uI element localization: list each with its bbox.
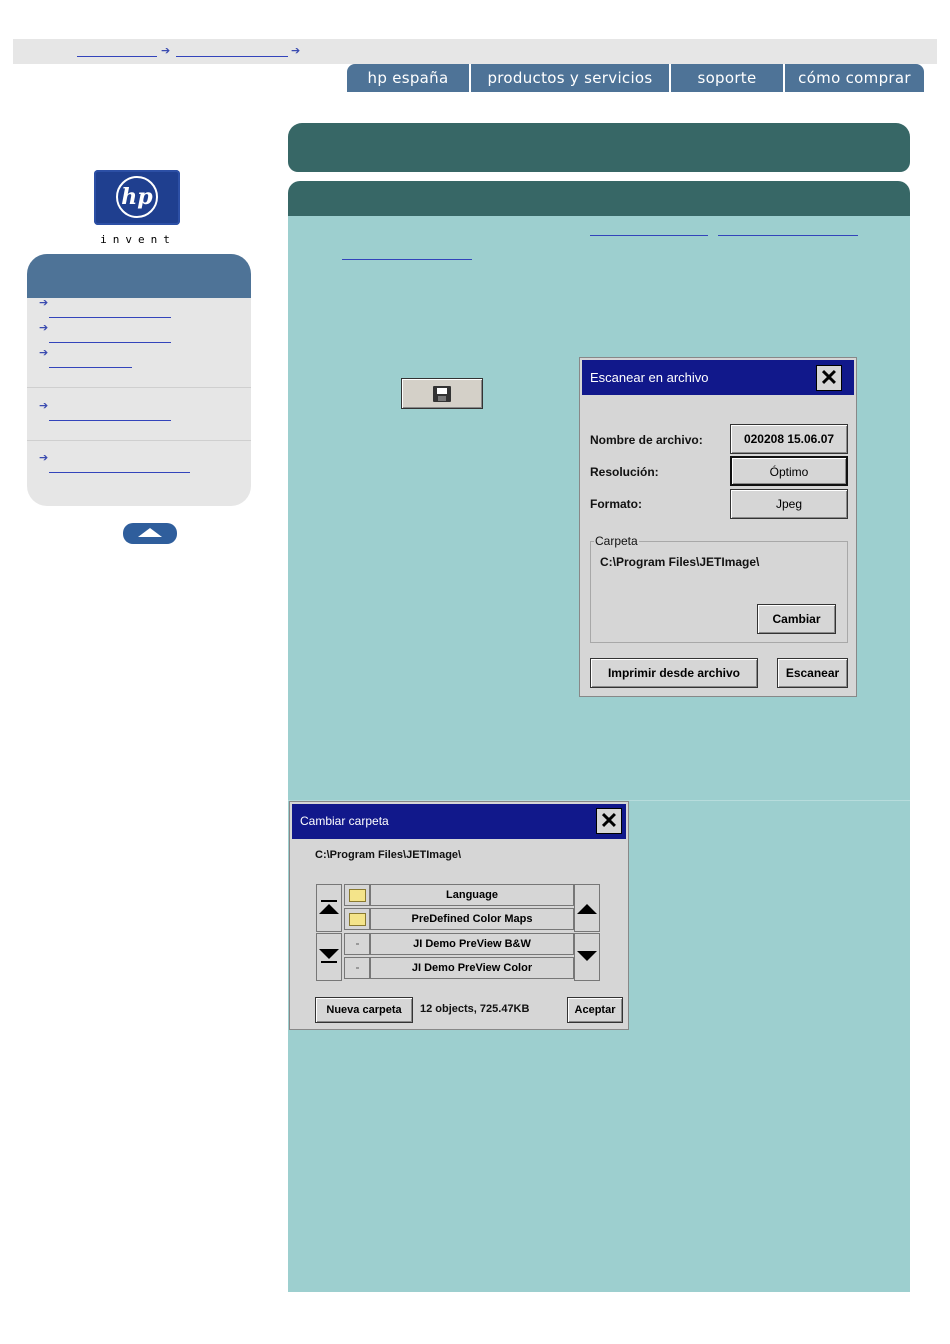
tab-productos-servicios[interactable]: productos y servicios: [471, 64, 671, 92]
content-link-3[interactable]: [342, 259, 472, 260]
list-item[interactable]: PreDefined Color Maps: [370, 908, 574, 930]
tab-como-comprar[interactable]: cómo comprar: [785, 64, 924, 92]
sidebar-header: [27, 254, 251, 298]
sidebar-divider: [27, 387, 251, 388]
sidebar-link-3[interactable]: [49, 367, 132, 368]
content-header-bar: [288, 123, 910, 172]
sidebar-arrow-icon: ➔: [39, 321, 49, 334]
folder-path: C:\Program Files\JETImage\: [600, 555, 760, 569]
sidebar-link-5[interactable]: [49, 472, 190, 473]
change-folder-dialog: [289, 801, 629, 1030]
resolution-button[interactable]: Óptimo: [730, 456, 848, 486]
file-icon: [344, 933, 370, 955]
breadcrumb-bar: [13, 39, 937, 64]
content-link-1[interactable]: [590, 235, 708, 236]
main-content: [288, 216, 910, 1292]
scroll-bottom-button[interactable]: [316, 933, 342, 981]
sidebar-arrow-icon: ➔: [39, 451, 49, 464]
breadcrumb-link-1[interactable]: [77, 56, 157, 57]
sidebar-arrow-icon: ➔: [39, 346, 49, 359]
list-item[interactable]: JI Demo PreView Color: [370, 957, 574, 979]
format-button[interactable]: Jpeg: [730, 489, 848, 519]
resolution-label: Resolución:: [590, 465, 659, 479]
filename-label: Nombre de archivo:: [590, 433, 703, 447]
up-arrow-icon: [138, 528, 162, 537]
section-header-bar: [288, 181, 910, 216]
floppy-disk-icon: [433, 386, 451, 402]
logo-tagline: invent: [100, 233, 176, 246]
content-link-2[interactable]: [718, 235, 858, 236]
dialog-title: Escanear en archivo: [582, 360, 854, 395]
breadcrumb-arrow-icon: ➔: [291, 44, 301, 57]
sidebar-divider: [27, 440, 251, 441]
file-icon: [344, 957, 370, 979]
scan-button[interactable]: Escanear: [777, 658, 848, 688]
save-to-file-button[interactable]: [401, 378, 483, 409]
back-to-top-button[interactable]: [123, 523, 177, 544]
sidebar-panel: [27, 254, 251, 506]
tab-hp-espana[interactable]: hp españa: [347, 64, 471, 92]
folder-group-label: Carpeta: [595, 534, 638, 548]
scroll-top-button[interactable]: [316, 884, 342, 932]
list-item[interactable]: Language: [370, 884, 574, 906]
sidebar-link-4[interactable]: [49, 420, 171, 421]
folder-icon: [344, 908, 370, 930]
sidebar-link-2[interactable]: [49, 342, 171, 343]
print-from-file-button[interactable]: Imprimir desde archivo: [590, 658, 758, 688]
breadcrumb-arrow-icon: ➔: [161, 44, 171, 57]
hp-logo-mark: hp: [121, 184, 153, 210]
list-item[interactable]: JI Demo PreView B&W: [370, 933, 574, 955]
status-text: 12 objects, 725.47KB: [420, 1003, 530, 1015]
new-folder-button[interactable]: Nueva carpeta: [315, 997, 413, 1023]
close-icon[interactable]: ✕: [816, 365, 842, 391]
format-label: Formato:: [590, 497, 642, 511]
filename-button[interactable]: 020208 15.06.07: [730, 424, 848, 454]
hp-logo[interactable]: [94, 170, 180, 225]
sidebar-arrow-icon: ➔: [39, 399, 49, 412]
close-icon[interactable]: ✕: [596, 808, 622, 834]
sidebar-arrow-icon: ➔: [39, 296, 49, 309]
accept-button[interactable]: Aceptar: [567, 997, 623, 1023]
sidebar-link-1[interactable]: [49, 317, 171, 318]
breadcrumb-link-2[interactable]: [176, 56, 288, 57]
dialog-title: Cambiar carpeta: [292, 804, 626, 839]
scan-to-file-dialog: [579, 357, 857, 697]
current-path: C:\Program Files\JETImage\: [315, 849, 462, 861]
scroll-down-button[interactable]: [574, 933, 600, 981]
scroll-up-button[interactable]: [574, 884, 600, 932]
tab-soporte[interactable]: soporte: [671, 64, 785, 92]
folder-icon: [344, 884, 370, 906]
change-folder-button[interactable]: Cambiar: [757, 604, 836, 634]
